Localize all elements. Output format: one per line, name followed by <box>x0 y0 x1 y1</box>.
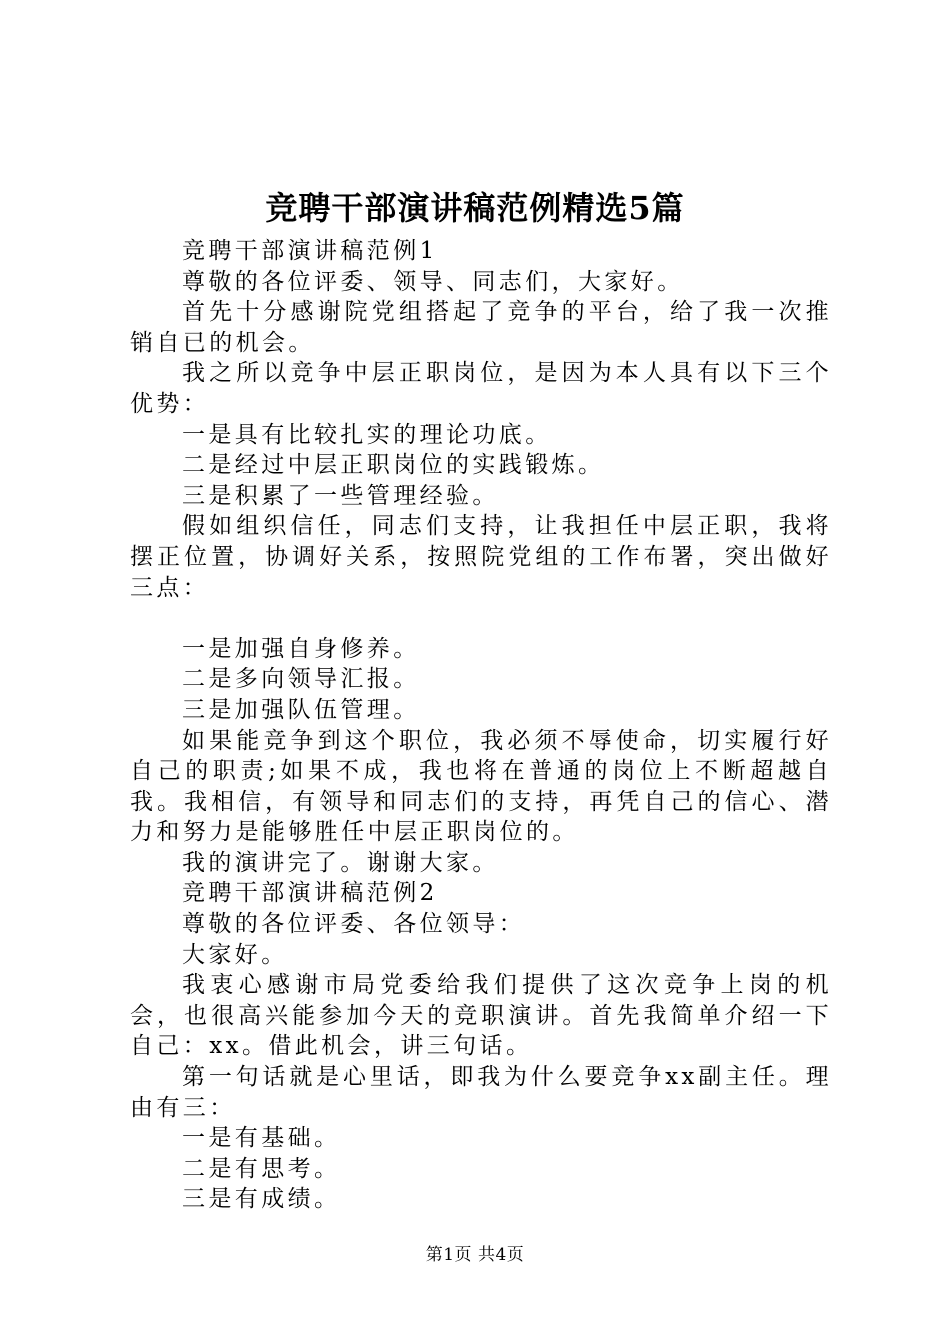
paragraph: 我之所以竞争中层正职岗位，是因为本人具有以下三个优势： <box>130 360 832 417</box>
list-item: 二是有思考。 <box>182 1155 341 1182</box>
paragraph: 如果能竞争到这个职位，我必须不辱使命，切实履行好自己的职责;如果不成，我也将在普通的岗位上不断超越自我。我相信，有领导和同志们的支持，再凭自己的信心、潜力和努力是能够胜任中层正职岗位的。 <box>130 727 832 846</box>
paragraph: 首先十分感谢院党组搭起了竞争的平台，给了我一次推销自已的机会。 <box>130 299 832 356</box>
list-item: 一是具有比较扎实的理论功底。 <box>182 421 552 448</box>
paragraph-greeting: 大家好。 <box>182 941 288 968</box>
paragraph: 第一句话就是心里话，即我为什么要竞争xx副主任。理由有三： <box>130 1064 832 1121</box>
list-item: 三是积累了一些管理经验。 <box>182 482 499 509</box>
list-item: 三是加强队伍管理。 <box>182 696 420 723</box>
paragraph-salutation-2: 尊敬的各位评委、各位领导： <box>182 911 526 938</box>
list-item: 一是有基础。 <box>182 1125 341 1152</box>
list-item: 一是加强自身修养。 <box>182 635 420 662</box>
paragraph-salutation-1: 尊敬的各位评委、领导、同志们，大家好。 <box>182 268 684 295</box>
paragraph-heading-example-2: 竞聘干部演讲稿范例2 <box>182 880 438 907</box>
document-body <box>130 236 832 1215</box>
paragraph: 我衷心感谢市局党委给我们提供了这次竞争上岗的机会，也很高兴能参加今天的竞职演讲。首先我简单介绍一下自己：xx。借此机会，讲三句话。 <box>130 972 832 1060</box>
list-item: 二是多向领导汇报。 <box>182 666 420 693</box>
list-item: 三是有成绩。 <box>182 1186 341 1213</box>
page-number-footer: 第1页 共4页 <box>425 1245 525 1265</box>
paragraph-heading-example-1: 竞聘干部演讲稿范例1 <box>182 238 438 264</box>
paragraph-closing: 我的演讲完了。谢谢大家。 <box>182 849 499 876</box>
document-title: 竞聘干部演讲稿范例精选5篇 <box>265 189 685 227</box>
list-item: 二是经过中层正职岗位的实践锻炼。 <box>182 452 605 479</box>
paragraph: 假如组织信任，同志们支持，让我担任中层正职，我将摆正位置，协调好关系，按照院党组的工作布署，突出做好三点： <box>130 513 832 601</box>
